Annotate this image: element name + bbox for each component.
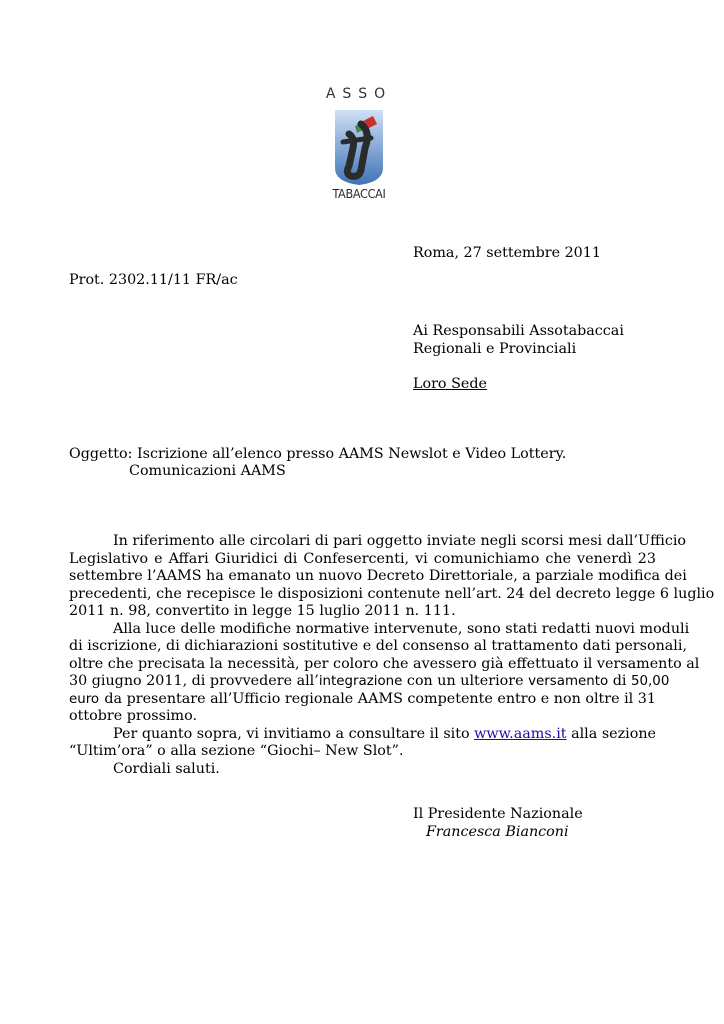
recipient-line-1: Ai Responsabili Assotabaccai [413, 323, 624, 339]
recipient-line-3: Loro Sede [413, 376, 487, 392]
signature-title: Il Presidente Nazionale [413, 806, 583, 822]
integrazione-highlight: integrazione [318, 674, 403, 689]
signature-name: Francesca Bianconi [426, 824, 569, 840]
p2-line-5-rest: da presentare all’Ufficio regionale AAMS competente entro e non oltre il 31 [99, 691, 656, 707]
p2-line-2: di iscrizione, di dichiarazioni sostitutive e del consenso al trattamento dati personali, [69, 638, 687, 654]
closing: Cordiali saluti. [113, 761, 220, 777]
p2-line-5 [69, 691, 656, 708]
recipient-line-2: Regionali e Provinciali [413, 341, 577, 357]
versamento-highlight: versamento [528, 674, 609, 689]
amount-highlight: 50,00 [631, 674, 670, 689]
p1-line-5: 2011 n. 98, convertito in legge 15 luglio 2011 n. 111. [69, 603, 456, 619]
p1-line-3: settembre l’AAMS ha emanato un nuovo Decreto Direttoriale, a parziale modifica dei [69, 568, 687, 584]
p3-line-1-b: www.aams.it alla sezione [474, 726, 656, 742]
p2-line-4-c: versamento di 50,00 [528, 673, 670, 689]
p3-line-1 [113, 726, 656, 743]
p2-line-1: Alla luce delle modifiche normative intervenute, sono stati redatti nuovi moduli [113, 621, 690, 637]
aams-website-link[interactable]: www.aams.it [474, 726, 567, 742]
subject-line-1 [69, 446, 566, 463]
p1-line-4: precedenti, che recepisce le disposizioni contenute nell’art. 24 del decreto legge 6 luglio [69, 586, 715, 602]
logo-top-text: ASSO [325, 86, 393, 102]
p3-line-2: “Ultim’ora” o alla sezione “Giochi– New Slot”. [69, 743, 404, 759]
p1-line-1: In riferimento alle circolari di pari oggetto inviate negli scorsi mesi dall’Ufficio [113, 533, 687, 549]
subject-label: Oggetto: [69, 446, 133, 462]
logo-emblem-icon [331, 108, 387, 186]
assotabaccai-logo [322, 86, 396, 206]
p2-line-4 [69, 673, 670, 690]
place-date: Roma, 27 settembre 2011 [413, 245, 601, 261]
subject-text-1: Iscrizione all’elenco presso AAMS Newslot e Video Lottery. [136, 446, 567, 462]
p1-line-2: Legislativo e Affari Giuridici di Confesercenti, vi comunichiamo che venerdì 23 [69, 551, 656, 567]
logo-bottom-text: TABACCAI [332, 186, 386, 201]
euro-highlight: euro [69, 692, 100, 707]
p2-line-3: oltre che precisata la necessità, per coloro che avessero già effettuato il versamento al [69, 656, 700, 672]
p2-line-6: ottobre prossimo. [69, 708, 197, 724]
protocol-number: Prot. 2302.11/11 FR/ac [69, 272, 238, 288]
p2-line-4-a: 30 giugno 2011, di provvedere all’integrazione [69, 673, 403, 689]
subject-line-2: Comunicazioni AAMS [129, 463, 286, 479]
p3-line-1-a: Per quanto sopra, vi invitiamo a consultare il sito [113, 726, 475, 742]
p2-line-4-b: con un ulteriore [402, 673, 529, 689]
